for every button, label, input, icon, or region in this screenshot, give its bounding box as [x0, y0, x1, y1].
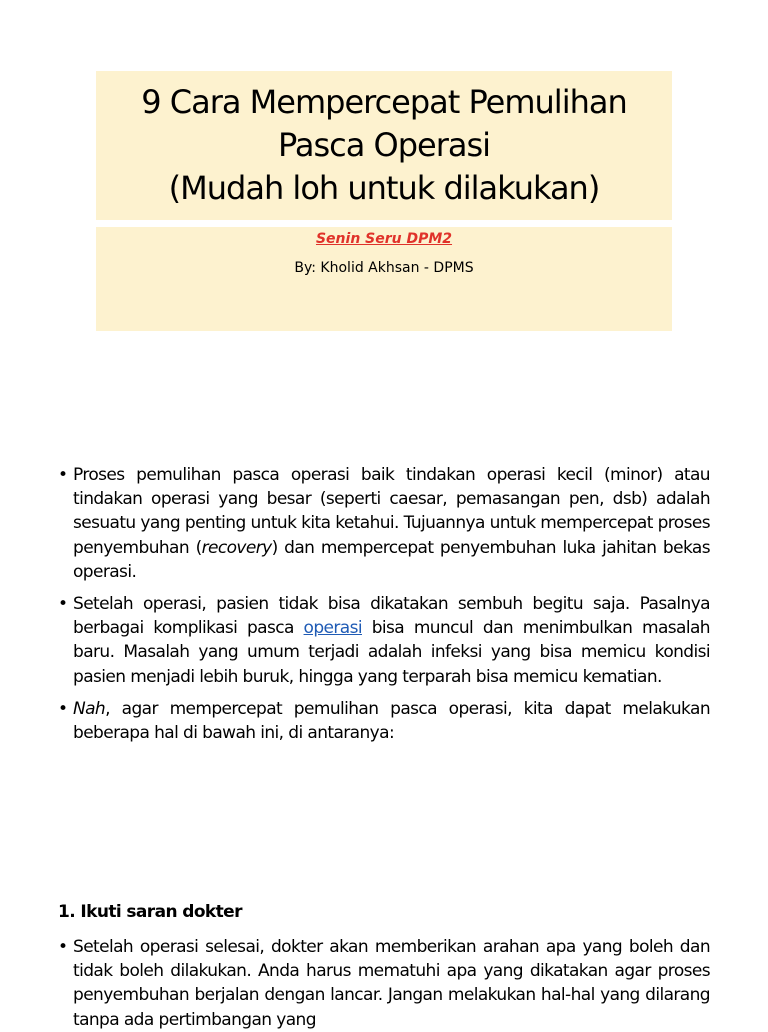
text-span: , agar mempercepat pemulihan pasca operasi, kita dapat melakukan beberapa hal di bawah ini, di antaranya:: [73, 698, 710, 744]
text-span: ) dan mempercepat penyembuhan luka jahitan bekas operasi.: [73, 537, 710, 582]
section-heading-1: 1. Ikuti saran dokter: [58, 902, 242, 922]
operasi-link[interactable]: operasi: [303, 618, 362, 639]
bullet-paragraph-3: [58, 697, 710, 745]
section-1-bullets: [58, 935, 710, 1032]
author-byline: By: Kholid Akhsan - DPMS: [294, 260, 474, 276]
bullet-paragraph-2: [58, 592, 710, 689]
title-line-1: 9 Cara Mempercepat Pemulihan: [141, 83, 627, 121]
text-span: bisa muncul dan menimbulkan masalah baru. Masalah yang umum terjadi adalah infeksi yang bisa memicu kondisi pasien menjadi lebih buruk, hingga yang terparah bisa memicu kematian.: [73, 618, 710, 687]
title-line-3: (Mudah loh untuk dilakukan): [168, 169, 600, 207]
text-span: Proses pemulihan pasca operasi baik tindakan operasi kecil (minor) atau tindakan operasi yang besar (seperti caesar, pemasangan pen, dsb) adalah sesuatu yang penting untuk kita ketahui. Tujuannya untuk mempercepat proses penyembuhan (: [73, 465, 710, 558]
recovery-term: recovery: [201, 537, 272, 558]
subtitle-banner: [96, 227, 672, 331]
intro-bullets: [58, 463, 710, 745]
title-banner: [96, 71, 672, 220]
event-link[interactable]: Senin Seru DPM2: [315, 231, 453, 247]
text-span: Setelah operasi, pasien tidak bisa dikatakan sembuh begitu saja. Pasalnya berbagai komplikasi pasca: [73, 594, 710, 639]
title-line-2: Pasca Operasi: [277, 126, 491, 164]
bullet-paragraph-1: [58, 463, 710, 584]
nah-term: Nah: [73, 698, 106, 719]
bullet-paragraph-section-1: • Setelah operasi selesai, dokter akan memberikan arahan apa yang boleh dan tidak boleh dilakukan. Anda harus mematuhi apa yang dikatakan agar proses penyembuhan berjalan dengan lancar. Jangan melakukan hal-hal yang dilarang tanpa ada pertimbangan yang: [58, 935, 710, 1032]
